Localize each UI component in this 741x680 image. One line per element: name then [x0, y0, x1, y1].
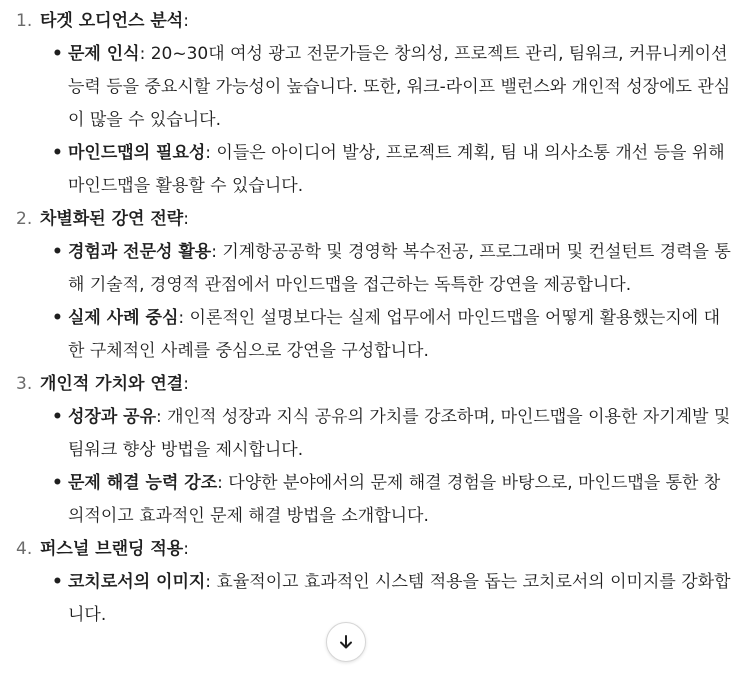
item-text: : 개인적 성장과 지식 공유의 가치를 강조하며, 마인드맵을 이용한 자기계발 및 팀워크 향상 방법을 제시합니다. [68, 407, 731, 460]
list-item [40, 137, 741, 203]
list-item [40, 38, 741, 137]
section-differentiation-strategy [0, 203, 741, 368]
section-number: 2. [16, 209, 33, 229]
item-title: 경험과 전문성 활용 [68, 242, 212, 262]
section-title: 차별화된 강연 전략: [40, 209, 189, 229]
chat-response-content [0, 5, 741, 632]
section-target-audience [0, 5, 741, 203]
item-text: : 기계항공공학 및 경영학 복수전공, 프로그래머 및 컨설턴트 경력을 통해 기술적, 경영적 관점에서 마인드맵을 접근하는 독특한 강연을 제공합니다. [68, 242, 731, 295]
bullet-icon: • [52, 242, 63, 262]
list-item [40, 566, 741, 632]
item-title: 마인드맵의 필요성 [68, 143, 206, 163]
bullet-icon: • [52, 308, 63, 328]
section-number: 3. [16, 374, 33, 394]
strategy-list [0, 5, 741, 632]
section-title: 퍼스널 브랜딩 적용: [40, 539, 189, 559]
list-item [40, 401, 741, 467]
section-personal-branding [0, 533, 741, 632]
item-text: : 이론적인 설명보다는 실제 업무에서 마인드맵을 어떻게 활용했는지에 대한 구체적인 사례를 중심으로 강연을 구성합니다. [68, 308, 720, 361]
list-item [40, 236, 741, 302]
item-title: 코치로서의 이미지 [68, 572, 206, 592]
section-personal-values [0, 368, 741, 533]
section-number: 4. [16, 539, 33, 559]
bullet-icon: • [52, 572, 63, 592]
arrow-down-icon [337, 633, 355, 651]
item-text: : 이들은 아이디어 발상, 프로젝트 계획, 팀 내 의사소통 개선 등을 위해 마인드맵을 활용할 수 있습니다. [68, 143, 725, 196]
bullet-icon: • [52, 473, 63, 493]
item-text: : 효율적이고 효과적인 시스템 적용을 돕는 코치로서의 이미지를 강화합니다. [68, 572, 731, 625]
item-title: 성장과 공유 [68, 407, 157, 427]
item-text: : 다양한 분야에서의 문제 해결 경험을 바탕으로, 마인드맵을 통한 창의적이고 효과적인 문제 해결 방법을 소개합니다. [68, 473, 721, 526]
item-title: 문제 인식 [68, 44, 140, 64]
bullet-icon: • [52, 407, 63, 427]
list-item [40, 467, 741, 533]
item-text: : 20~30대 여성 광고 전문가들은 창의성, 프로젝트 관리, 팀워크, 커뮤니케이션 능력 등을 중요시할 가능성이 높습니다. 또한, 워크-라이프 밸런스와 개인적 성장에도 관심이 많을 수 있습니다. [68, 44, 731, 130]
item-title: 실제 사례 중심 [68, 308, 179, 328]
bullet-icon: • [52, 44, 63, 64]
bullet-icon: • [52, 143, 63, 163]
scroll-to-bottom-button[interactable] [326, 622, 366, 662]
section-title: 개인적 가치와 연결: [40, 374, 189, 394]
list-item [40, 302, 741, 368]
section-title: 타겟 오디언스 분석: [40, 11, 189, 31]
item-title: 문제 해결 능력 강조 [68, 473, 218, 493]
section-number: 1. [16, 11, 33, 31]
